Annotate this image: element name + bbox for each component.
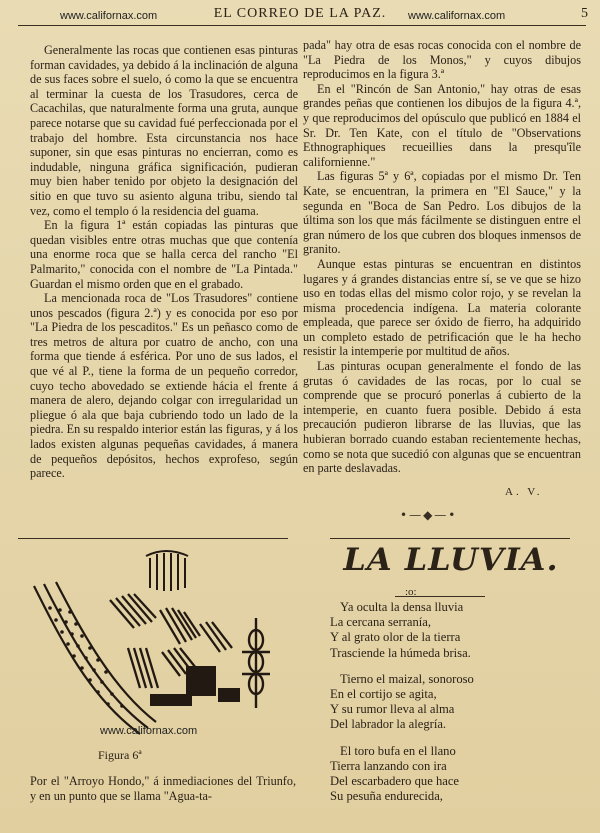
bottom-paragraph: Por el "Arroyo Hondo," á inmediaciones del Triunfo, y en un punto que se llama "Agua-ta- [30, 774, 296, 803]
paragraph: Generalmente las rocas que contienen esas pinturas forman cavidades, ya debido á la inclinación de alguna de sus faces sobre el suelo, ó como la que se encuentra al terminar la cuesta de los Trasudores, cerca de Cacachilas, que naturalmente forma una gruta, aunque parece notarse que su cavidad fué perfeccionada por el trabajo del hombre. Esta circunstancia nos hace suponer, sin que esas pinturas no encierran, como es indudable, ninguna gráfica significación, pudieran muy bien haber tenido por objeto la designación del sitio en que tuvo su asiento alguna tribu, siendo tal vez, como el templo ó la residencia del guama. [30, 43, 298, 218]
newspaper-title: EL CORREO DE LA PAZ. [213, 6, 387, 21]
poem-line: Ya oculta la densa lluvia [340, 600, 464, 614]
figure-watermark: www.californax.com [100, 725, 198, 737]
watermark-url-left: www.californax.com [60, 10, 158, 22]
paragraph: Aunque estas pinturas se encuentran en distintos lugares y á grandes distancias entre sí, se ve que se hizo uso en todas ellas del mismo color rojo, y se revelan la misma procedencia indígena. La materia colorante empleada, que parece ser óxido de fierro, ha adquirido un completo estado de petrificación que le ha hecho resistir la intemperie por multitud de años. [303, 256, 581, 359]
poem-line: Y su rumor lleva al alma [330, 702, 455, 717]
paragraph: La mencionada roca de "Los Trasudores" contiene unos pescados (figura 2.ª) y es conocida por eso por "La Piedra de los pescaditos." Es un peñasco como de tres metros de altura por cuatro de ancho, con una forma que tiende á esférica. Por uno de sus lados, el que vé al P., tiene la forma de un pequeño corredor, cuyo techo abovedado se extiende hácia el frente á manera de alero, dejando colgar con irregularidad un pliegue ó ala que baja cubriendo todo un lado de la piedra. En su respaldo interior están las figuras, y á los lados existen algunas pequeñas cavidades, á manera de pequeños depósitos, hechos exprofeso, según parece. [30, 291, 298, 481]
section-divider-left [18, 538, 288, 539]
poem-line: Del labrador la alegría. [330, 717, 447, 732]
figure-caption: Figura 6ª [98, 748, 142, 762]
poem-line: Tierra lanzando con ira [330, 758, 447, 773]
poem-line: Del escarbadero que hace [330, 774, 460, 789]
paragraph: Las pinturas ocupan generalmente el fondo de las grutas ó cavidades de las rocas, por lo cual se comprende que se procuró ponerlas á cubierto de la intemperie, en cuanto fuera posible. Debido á esta precaución pudieron librarse de las lluvias, que las hubieran borrado cuando estaban recientemente hechas, como se nota que sucedió con algunas que se encuentran en parte deslavadas. [303, 359, 581, 476]
watermark-url-right: www.californax.com [408, 10, 506, 22]
section-divider-right [330, 538, 570, 539]
paragraph: En la figura 1ª están copiadas las pinturas que quedan visibles entre otras muchas que que contenía una enorme roca que se halla cerca del rancho "El Palmarito," conocida con el nombre de "La Pintada." Guardan el mismo orden que en el grabado. [30, 218, 298, 291]
poem-body [330, 600, 580, 815]
left-column [30, 43, 298, 481]
paragraph: En el "Rincón de San Antonio," hay otras de esas grandes peñas que contienen los dibujos de la figura 4.ª, y que reproducimos del opúsculo que publicó en 1884 el Sr. Dr. Ten Kate, con el título de "Observations Ethnographiques recueillies dans la presqu'île californienne." [303, 81, 581, 169]
paragraph: Las figuras 5ª y 6ª, copiadas por el mismo Dr. Ten Kate, se encuentran, la primera en "El Sauce," y la segunda en "Boca de San Pedro. Los dibujos de la última son los que más fácilmente se distinguen entre el gran número de los que cubren dos bloques inmensos de granito. [303, 169, 581, 257]
page-header [0, 4, 600, 26]
paragraph: pada" hay otra de esas rocas conocida con el nombre de "La Piedra de los Monos," y cuyos dibujos reproducimos en la figura 3.ª [303, 38, 581, 82]
section-ornament: •—◆—• [400, 508, 458, 522]
page-number: 5 [581, 6, 588, 21]
poem-ornament: :o: [405, 586, 417, 598]
poem-line: Trasciende la húmeda brisa. [330, 645, 471, 660]
rock-painting-figure [30, 548, 292, 740]
poem-ornament-line [395, 596, 485, 597]
right-column [303, 38, 581, 476]
poem-stanza [330, 672, 580, 733]
poem-line: La cercana serranía, [330, 615, 432, 630]
poem-line: Su pesuña endurecida, [330, 789, 443, 804]
poem-line: Tierno el maizal, sonoroso [340, 671, 474, 686]
article-signature: A. V. [505, 486, 543, 498]
poem-line: El toro bufa en el llano [340, 743, 456, 758]
poem-line: Y al grato olor de la tierra [330, 630, 461, 645]
poem-stanza [330, 600, 580, 661]
poem-line: En el cortijo se agita, [330, 687, 437, 702]
poem-stanza [330, 744, 580, 805]
poem-title: LA LLUVIA. [343, 542, 559, 578]
header-rule [18, 25, 586, 26]
